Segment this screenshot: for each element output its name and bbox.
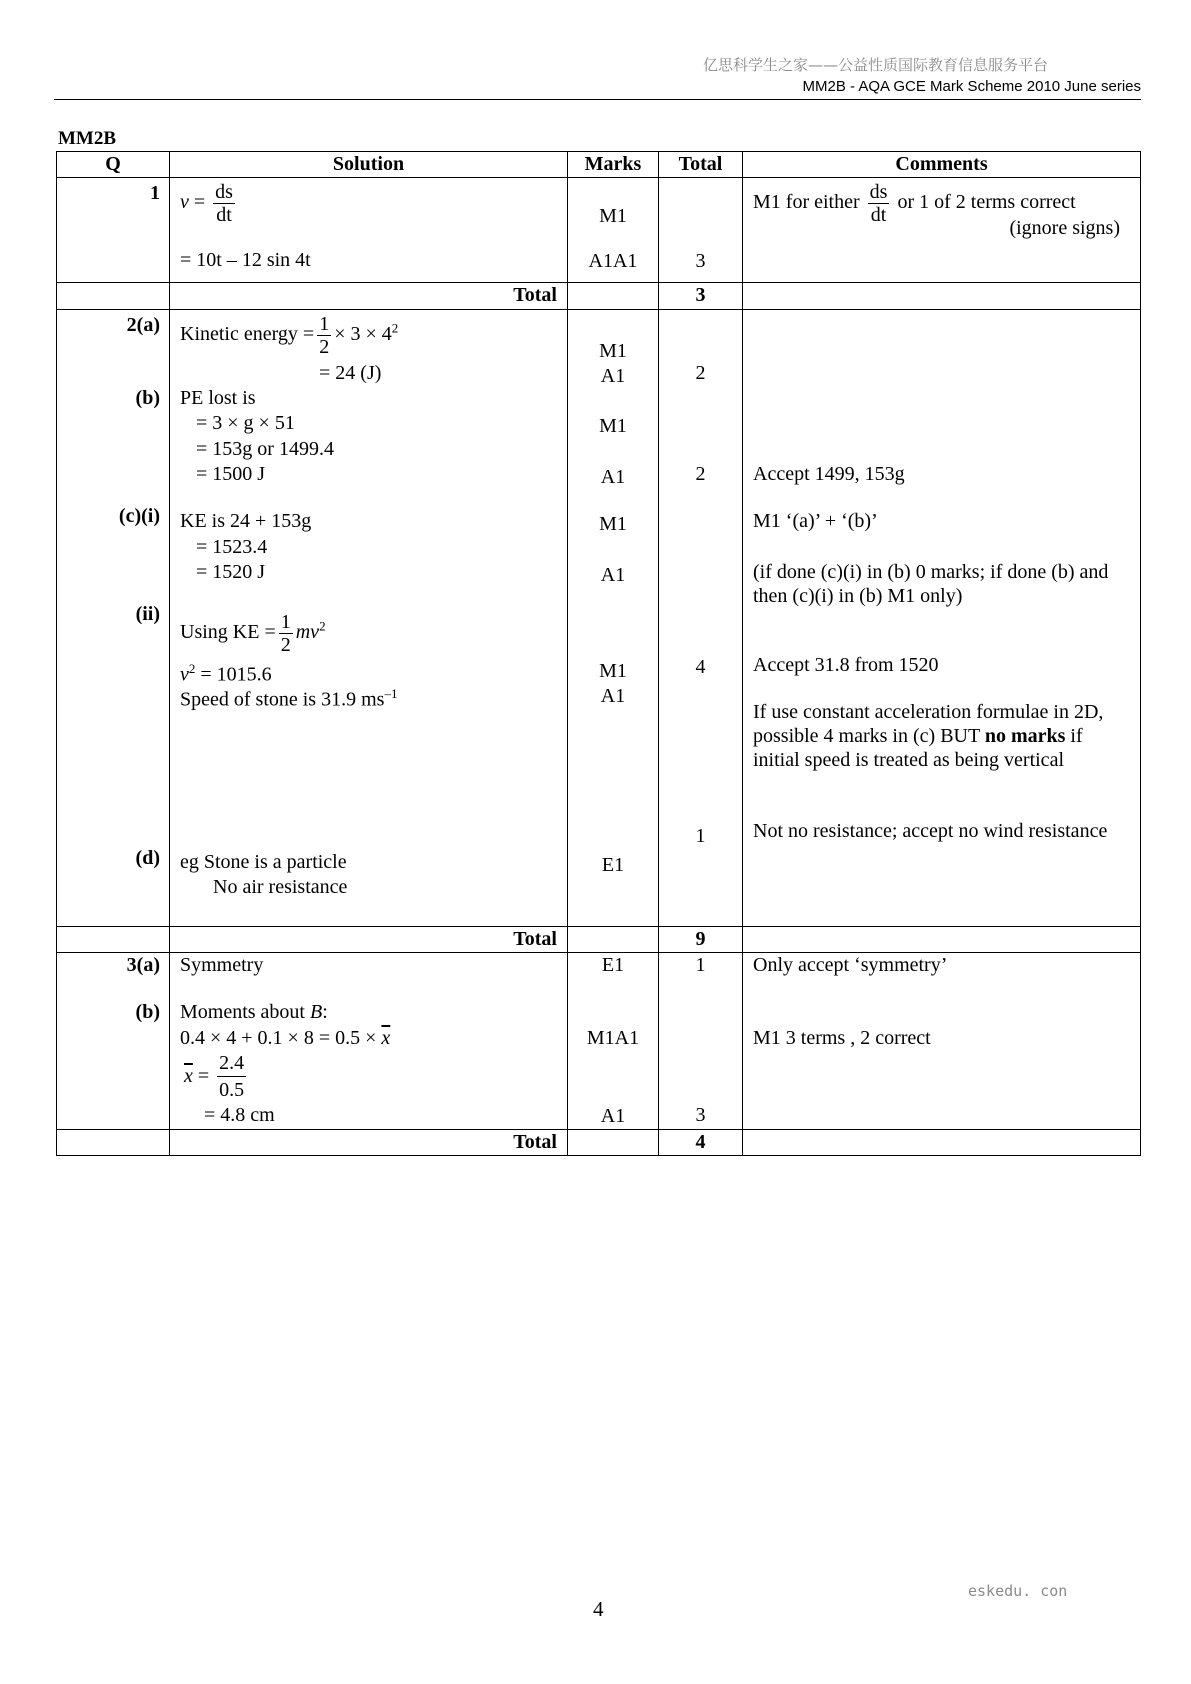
section-title: MM2B (58, 128, 117, 149)
col-header-solution: Solution (170, 152, 568, 178)
solution-cell: v = $\frac{ds}{dt}$ = 10t – 12 sin 4t (170, 178, 568, 283)
table-header-row (57, 152, 1141, 178)
total-label: Total (170, 926, 568, 952)
constant-acceleration-comment: If use constant acceleration formulae in 2D, possible 4 marks in (c) BUT no marks if initial speed is treated as being vertical (753, 700, 1104, 771)
col-header-marks: Marks (568, 152, 659, 178)
mark-scheme-table (56, 151, 1141, 1156)
table-row-q3-total (57, 1129, 1141, 1155)
total-cell: 3 (659, 178, 743, 283)
col-header-total: Total (659, 152, 743, 178)
marks-cell: E1 M1A1 A1 (568, 952, 659, 1129)
marks-cell: M1 A1 M1 A1 M1 A1 M1 A1 E1 (568, 309, 659, 926)
solution-cell: Kinetic energy = $\frac{1}{2}$ × $3 \times 4^2$ = 24 (J) PE lost is = 3 × g × 51 = 153g or 1499.4 = 1500 J KE is 24 + 153g = 1523.4 = 1520 J Using KE = $\frac{1}{2}$ $mv^2$ $v^2 = 1015.6$ Speed of stone is 31.9 $ms^{-1}$ eg Stone is a particle No air resistance (170, 309, 568, 926)
comments-cell: Only accept ‘symmetry’ M1 3 terms , 2 correct (743, 952, 1141, 1129)
table-row-q2-total (57, 926, 1141, 952)
watermark: eskedu. con (968, 1582, 1068, 1600)
col-header-q: Q (57, 152, 170, 178)
total-value: 3 (659, 283, 743, 309)
table-row-q2 (57, 309, 1141, 926)
comments-cell: M1 for either $\frac{ds}{dt}$ or 1 of 2 terms correct (ignore signs) (743, 178, 1141, 283)
table-row-q1-total (57, 283, 1141, 309)
question-labels: 3(a) (b) (57, 952, 170, 1129)
total-label: Total (170, 1129, 568, 1155)
total-cell: 2 2 4 1 (659, 309, 743, 926)
page-number: 4 (593, 1597, 604, 1621)
col-header-comments: Comments (743, 152, 1141, 178)
question-labels: 2(a) (b) (c)(i) (ii) (d) (57, 309, 170, 926)
question-label: 1 (57, 178, 170, 283)
total-value: 4 (659, 1129, 743, 1155)
total-value: 9 (659, 926, 743, 952)
solution-cell: Symmetry Moments about B: $0.4 \times 4 + 0.1 \times 8 = 0.5 \times \overline{x}$ $\overline{x}$ = $\frac{2.4}{0.5}$ = 4.8 cm (170, 952, 568, 1129)
total-cell: 1 3 (659, 952, 743, 1129)
marks-cell: M1 A1A1 (568, 178, 659, 283)
header-document-title: MM2B - AQA GCE Mark Scheme 2010 June series (802, 78, 1141, 95)
comments-cell: Accept 1499, 153g M1 ‘(a)’ + ‘(b)’ (if done (c)(i) in (b) 0 marks; if done (b) and then (c)(i) in (b) M1 only) Accept 31.8 from 1520 If use constant acceleration formulae in 2D, possible 4 marks in (c) BUT no marks if initial speed is treated as being vertical Not no resistance; accept no wind resistance (743, 309, 1141, 926)
fraction-ds-dt: $\frac{ds}{dt}$ (215, 181, 233, 227)
total-label: Total (170, 283, 568, 309)
table-row-q3 (57, 952, 1141, 1129)
header-rule (54, 99, 1141, 100)
header-site-name: 亿思科学生之家——公益性质国际教育信息服务平台 (702, 56, 1048, 74)
table-row-q1 (57, 178, 1141, 283)
